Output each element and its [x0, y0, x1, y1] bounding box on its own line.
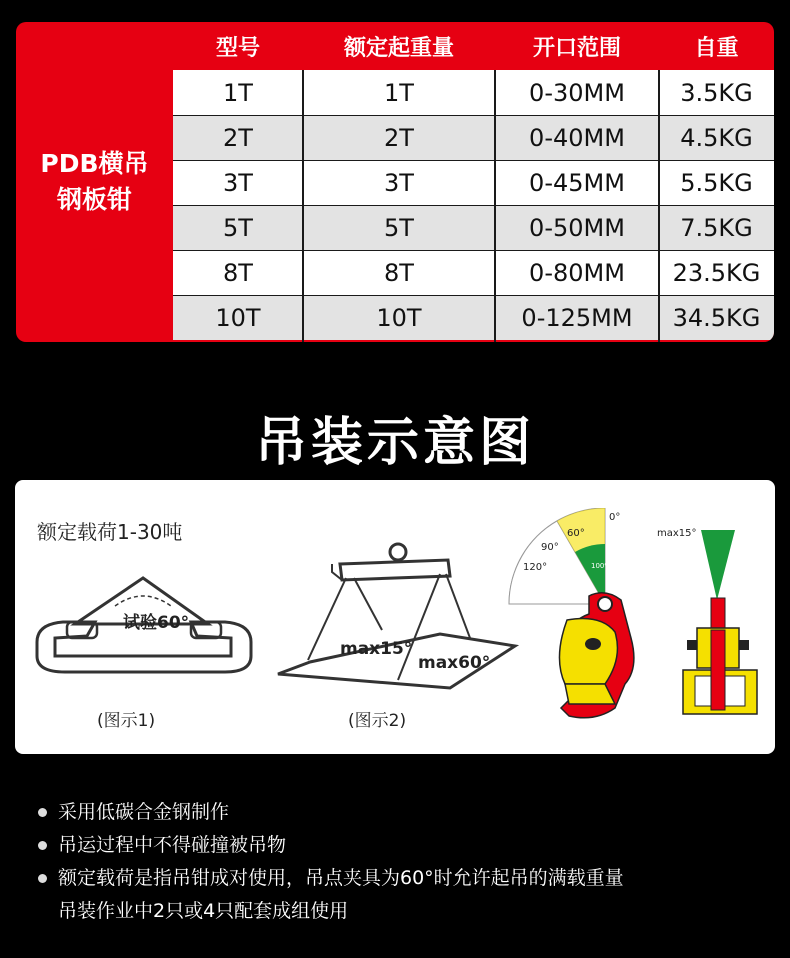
table-cell: 0-80MM: [495, 250, 659, 295]
figure-1-clamp-pair: [25, 560, 265, 700]
column-header: 额定起重量: [343, 35, 454, 61]
table-cell: 8T: [303, 250, 495, 295]
table-cell: 10T: [173, 295, 303, 340]
table-cell: 5.5KG: [659, 160, 774, 205]
column-divider: [302, 70, 304, 342]
figure-4-side-clamp: [655, 520, 770, 730]
fig2-max15-label: max15°: [340, 639, 413, 659]
table-cell: 34.5KG: [659, 295, 774, 340]
row-divider: [173, 295, 774, 296]
notes-list: [36, 796, 624, 928]
table-cell: 3T: [173, 160, 303, 205]
table-cell: 8T: [173, 250, 303, 295]
row-divider: [173, 205, 774, 206]
table-cell: 0-30MM: [495, 70, 659, 115]
table-cell: 0-50MM: [495, 205, 659, 250]
row-divider: [173, 160, 774, 161]
column-header: 自重: [694, 35, 739, 61]
product-name-line2: 钢板钳: [56, 185, 132, 214]
spec-grid: [173, 22, 774, 342]
table-cell: 10T: [303, 295, 495, 340]
note-continuation: 吊装作业中2只或4只配套成组使用: [58, 900, 349, 922]
figure-1-caption: (图示1): [97, 711, 156, 731]
product-name-line1: PDB横吊: [40, 149, 149, 178]
table-cell: 2T: [303, 115, 495, 160]
table-cell: 5T: [173, 205, 303, 250]
table-cell: 1T: [173, 70, 303, 115]
figure-2-plate-lift: [270, 542, 520, 692]
pct-100-label: 100%: [591, 562, 612, 570]
fig1-angle-label: 试验60°: [123, 613, 190, 633]
bullet-dot-icon: [38, 808, 47, 817]
column-header: 型号: [215, 35, 260, 61]
bullet-dot-icon: [38, 841, 47, 850]
table-cell: 0-45MM: [495, 160, 659, 205]
table-cell: 0-125MM: [495, 295, 659, 340]
bullet-dot-icon: [38, 874, 47, 883]
table-cell: 3T: [303, 160, 495, 205]
angle-90-label: 90°: [541, 542, 559, 553]
column-divider: [494, 70, 496, 342]
diagram-panel: [15, 480, 775, 754]
row-divider: [173, 115, 774, 116]
table-cell: 3.5KG: [659, 70, 774, 115]
angle-60-label: 60°: [567, 528, 585, 539]
product-name: [16, 22, 173, 342]
table-cell: 1T: [303, 70, 495, 115]
fig2-max60-label: max60°: [418, 653, 491, 673]
note-item: 采用低碳合金钢制作: [36, 796, 624, 829]
column-header: 开口范围: [532, 35, 621, 61]
table-cell: 23.5KG: [659, 250, 774, 295]
table-cell: 5T: [303, 205, 495, 250]
figure-2-caption: (图示2): [348, 711, 407, 731]
table-cell: 7.5KG: [659, 205, 774, 250]
section-title: 吊装示意图: [254, 413, 535, 473]
angle-120-label: 120°: [523, 562, 548, 573]
figure-3-angle-clamp: [505, 508, 655, 733]
angle-0-label: 0°: [609, 512, 621, 523]
spec-table: [16, 22, 774, 342]
note-item: 吊运过程中不得碰撞被吊物: [36, 829, 624, 862]
column-divider: [658, 70, 660, 342]
row-divider: [173, 250, 774, 251]
table-cell: 2T: [173, 115, 303, 160]
table-cell: 0-40MM: [495, 115, 659, 160]
rated-load-label: 额定载荷1-30吨: [37, 520, 183, 544]
table-cell: 4.5KG: [659, 115, 774, 160]
note-item: 额定载荷是指吊钳成对使用，吊点夹具为60°时允许起吊的满载重量: [36, 862, 624, 895]
side-max15-label: max15°: [657, 528, 697, 539]
